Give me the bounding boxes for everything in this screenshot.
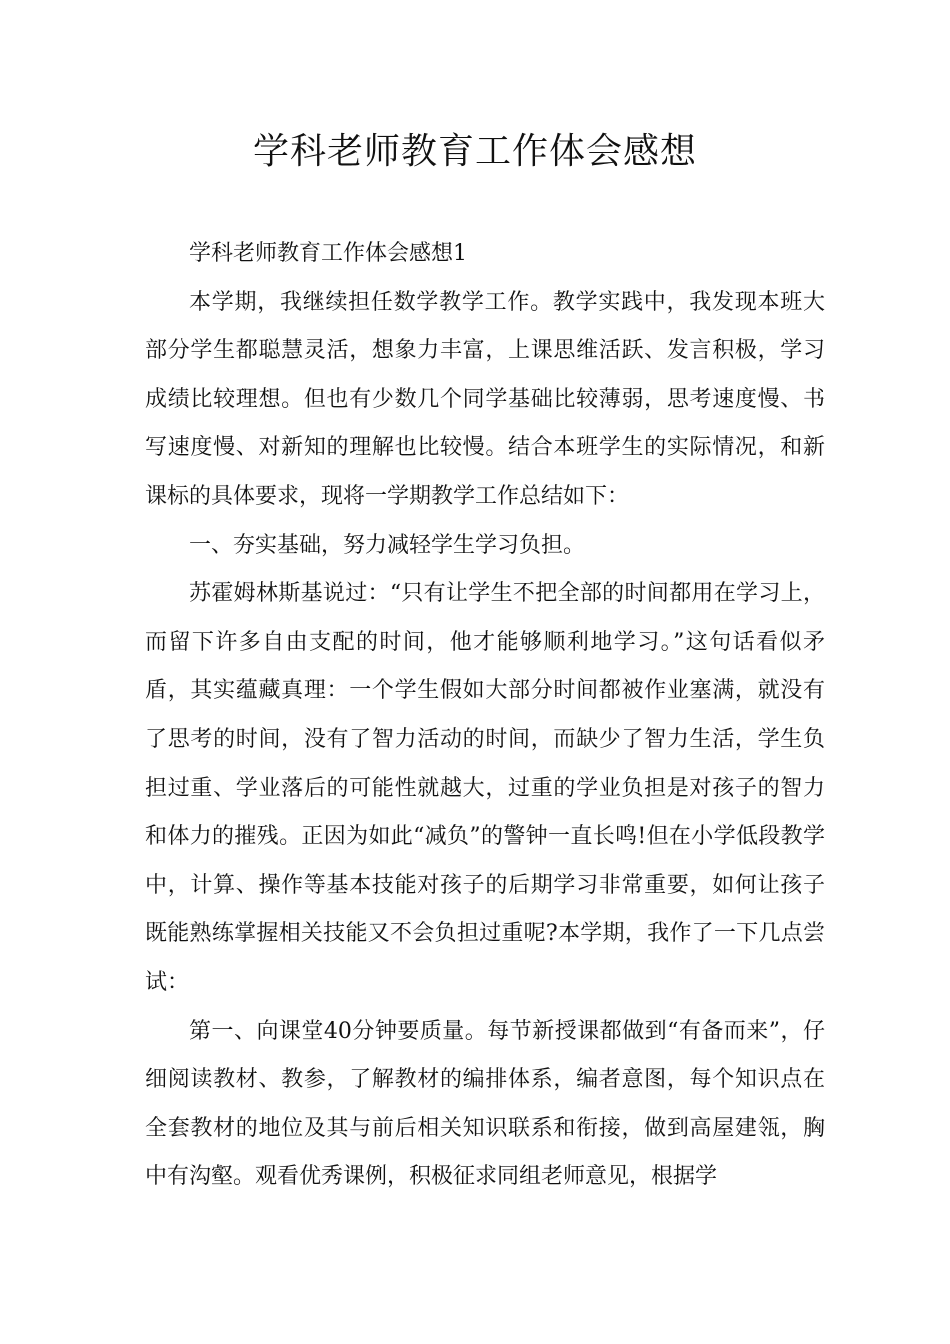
document-body (145, 230, 825, 1202)
paragraph-intro: 本学期，我继续担任数学教学工作。教学实践中，我发现本班大部分学生都聪慧灵活，想象力丰富，上课思维活跃、发言积极，学习成绩比较理想。但也有少数几个同学基础比较薄弱，思考速度慢、书写速度慢、对新知的理解也比较慢。结合本班学生的实际情况，和新课标的具体要求，现将一学期教学工作总结如下： (145, 289, 825, 509)
section-heading-point-1: 一、夯实基础，努力减轻学生学习负担。 (189, 532, 586, 558)
document-title: 学科老师教育工作体会感想 (252, 131, 697, 172)
paragraph-first-measure: 第一、向课堂40分钟要质量。每节新授课都做到“有备而来”，仔细阅读教材、教参，了解教材的编排体系，编者意图，每个知识点在全套教材的地位及其与前后相关知识联系和衔接，做到高屋建瓴，胸中有沟壑。观看优秀课例，积极征求同组老师意见，根据学 (145, 1018, 825, 1190)
section-heading-1: 学科老师教育工作体会感想1 (189, 241, 467, 266)
paragraph-quote: 苏霍姆林斯基说过：“只有让学生不把全部的时间都用在学习上，而留下许多自由支配的时间，他才能够顺利地学习。”这句话看似矛盾，其实蕴藏真理：一个学生假如大部分时间都被作业塞满，就没有了思考的时间，没有了智力活动的时间，而缺少了智力生活，学生负担过重、学业落后的可能性就越大，过重的学业负担是对孩子的智力和体力的摧残。正因为如此“减负”的警钟一直长鸣!但在小学低段教学中，计算、操作等基本技能对孩子的后期学习非常重要，如何让孩子既能熟练掌握相关技能又不会负担过重呢?本学期，我作了一下几点尝试： (145, 581, 825, 995)
